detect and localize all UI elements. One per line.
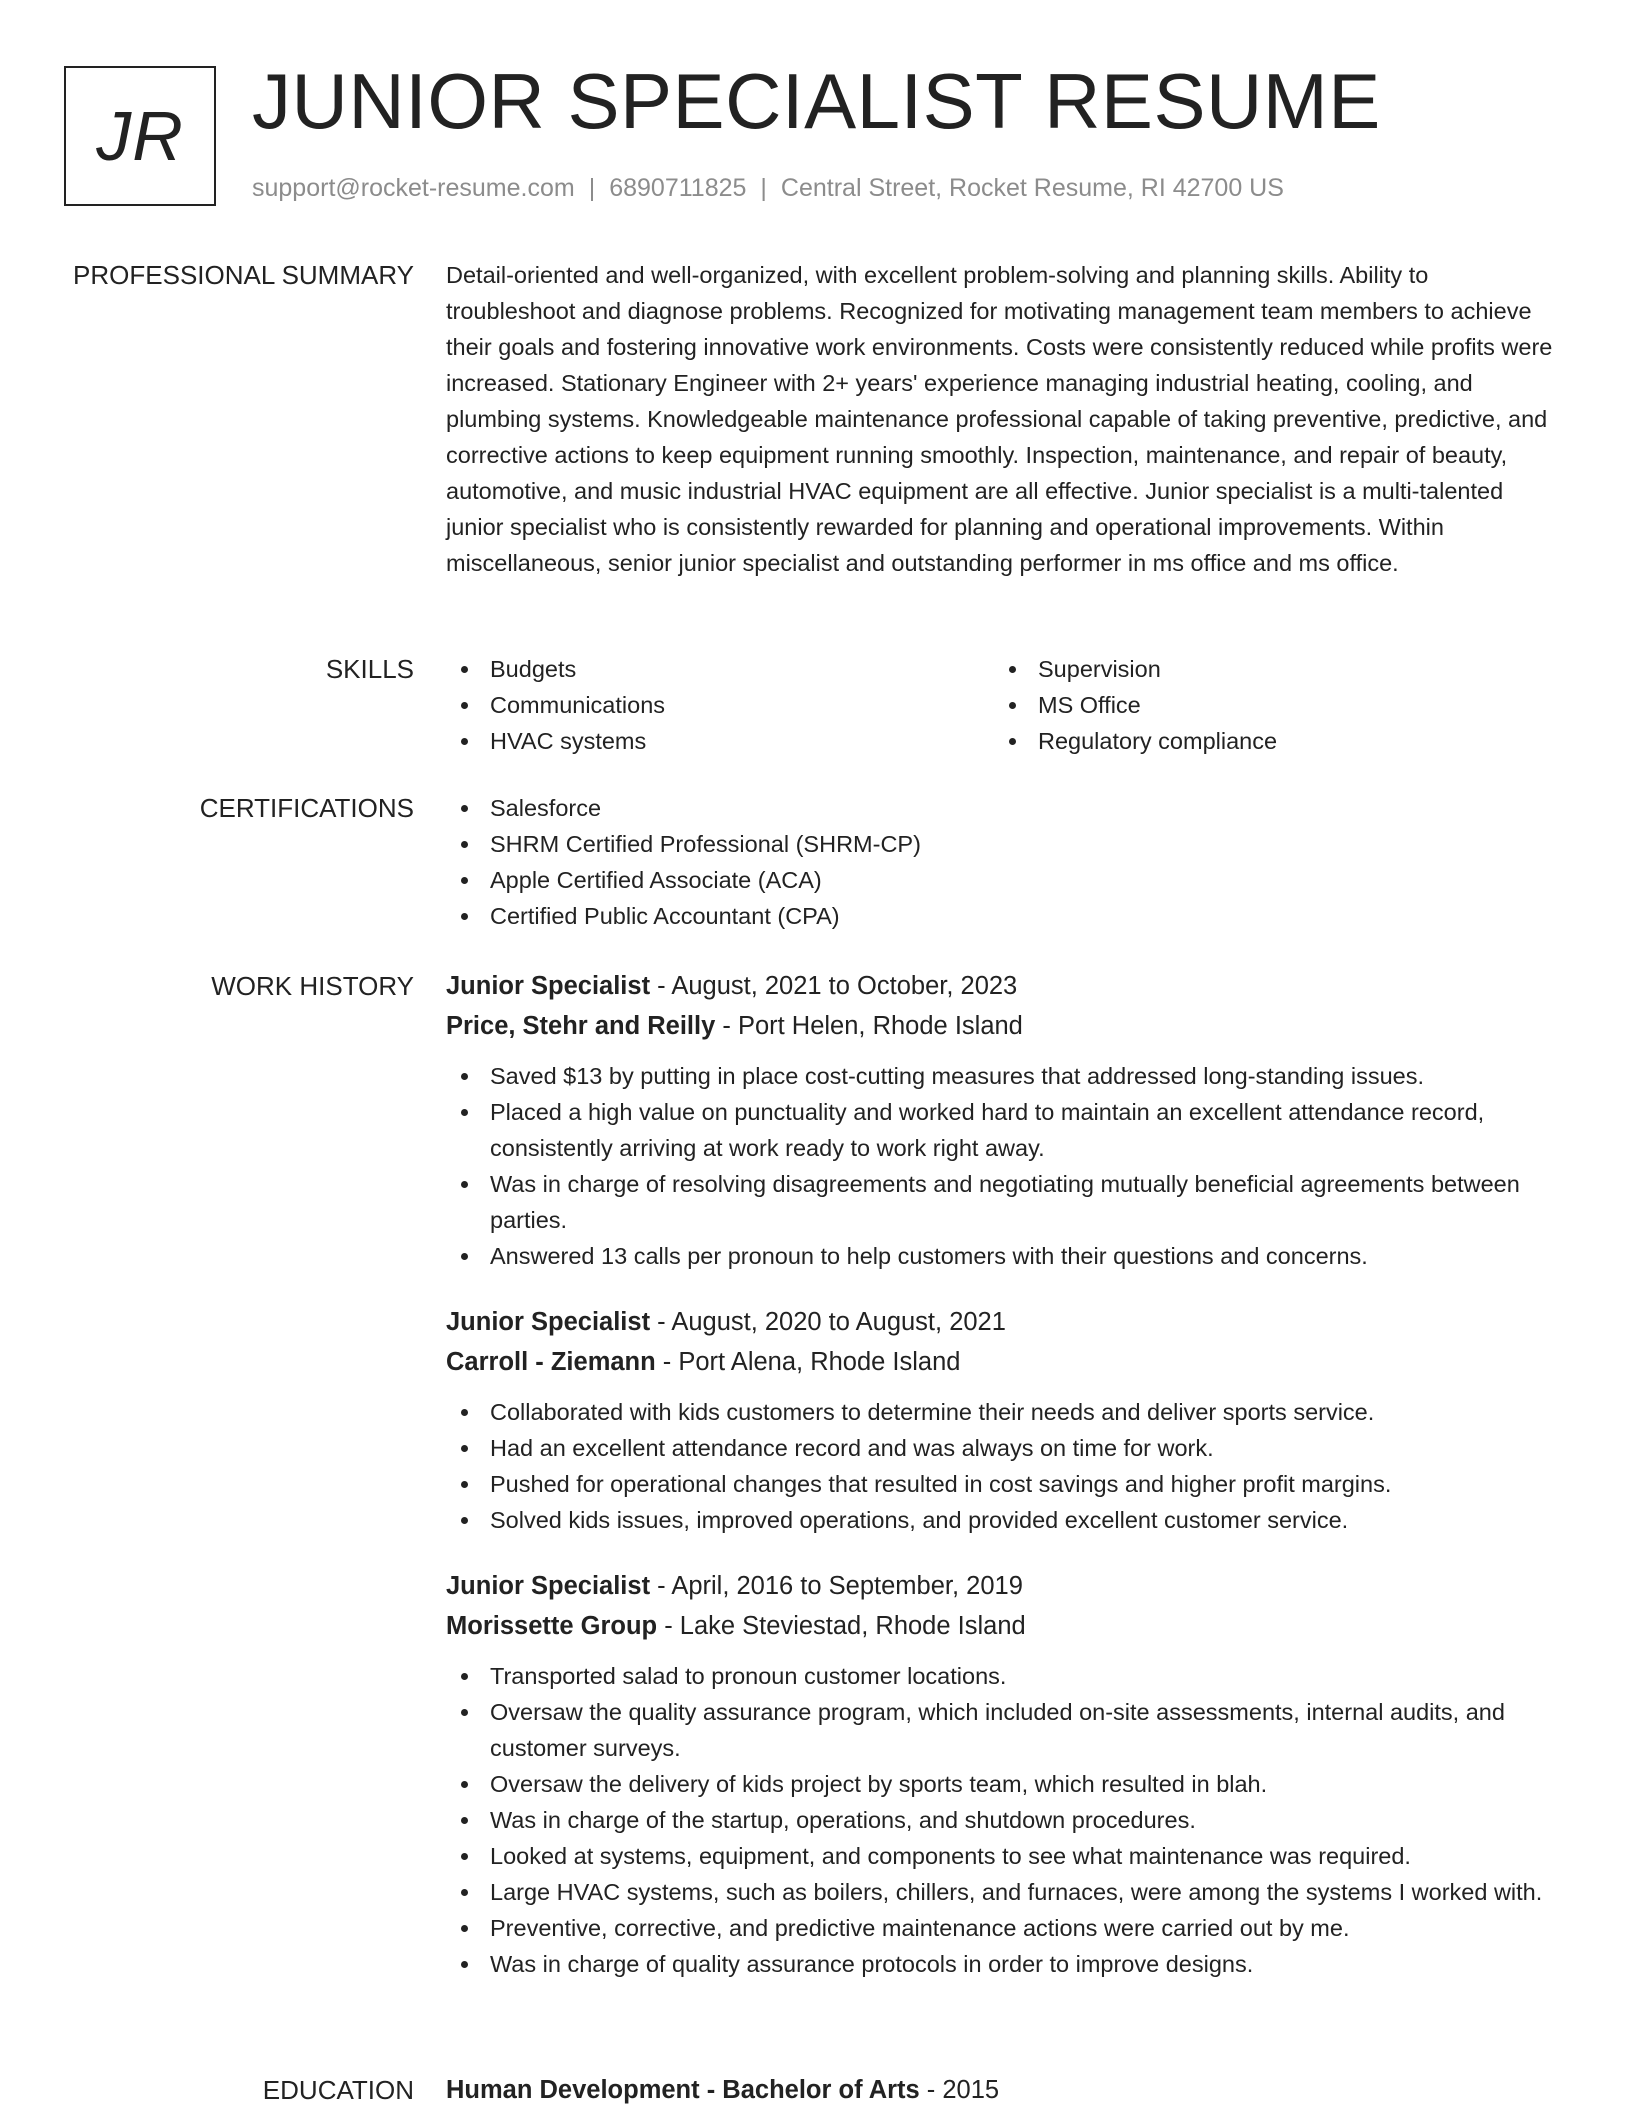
contact-line xyxy=(252,174,1284,203)
job-entry xyxy=(446,1302,1558,1538)
job-bullet: Solved kids issues, improved operations, and provided excellent customer service. xyxy=(446,1502,1558,1538)
job-title: Junior Specialist xyxy=(446,1572,651,1600)
job-bullet: Saved $13 by putting in place cost-cutting measures that addressed long-standing issues. xyxy=(446,1058,1558,1094)
work-history-body xyxy=(446,966,1558,2010)
job-bullet: Large HVAC systems, such as boilers, chillers, and furnaces, were among the systems I worked with. xyxy=(446,1874,1558,1910)
job-location: - Port Helen, Rhode Island xyxy=(715,1012,1023,1040)
job-bullet: Was in charge of the startup, operations, and shutdown procedures. xyxy=(446,1802,1558,1838)
contact-separator: | xyxy=(588,174,596,202)
education-body xyxy=(446,2070,1558,2110)
job-title: Junior Specialist xyxy=(446,1308,651,1336)
job-bullets xyxy=(446,1658,1558,1982)
education-degree: Human Development - Bachelor of Arts xyxy=(446,2076,920,2104)
job-bullet: Was in charge of quality assurance protocols in order to improve designs. xyxy=(446,1946,1558,1982)
job-title-line xyxy=(446,966,1558,1006)
education-year: - 2015 xyxy=(919,2076,1000,2104)
initials-monogram: JR xyxy=(64,66,216,206)
skill-item: HVAC systems xyxy=(446,723,994,759)
contact-address: Central Street, Rocket Resume, RI 42700 US xyxy=(780,174,1284,202)
skill-item: MS Office xyxy=(994,687,1542,723)
summary-text: Detail-oriented and well-organized, with excellent problem-solving and planning skills. Ability to troubleshoot and diagnose problems. Recognized for motivating management team members to achieve their goals and fostering innovative work environments. Costs were consistently reduced while profits were increased. Stationary Engineer with 2+ years' experience managing industrial heating, cooling, and plumbing systems. Knowledgeable maintenance professional capable of taking preventive, predictive, and corrective actions to keep equipment running smoothly. Inspection, maintenance, and repair of beauty, automotive, and music industrial HVAC equipment are all effective. Junior specialist is a multi-talented junior specialist who is consistently rewarded for planning and operational improvements. Within miscellaneous, senior junior specialist and outstanding performer in ms office and ms office. xyxy=(446,262,1553,576)
job-location: - Port Alena, Rhode Island xyxy=(655,1348,961,1376)
job-bullet: Pushed for operational changes that resulted in cost savings and higher profit margins. xyxy=(446,1466,1558,1502)
job-company: Morissette Group xyxy=(446,1612,658,1640)
job-company-line xyxy=(446,1006,1558,1046)
job-title-line xyxy=(446,1566,1558,1606)
skill-item: Regulatory compliance xyxy=(994,723,1542,759)
skills-list-right xyxy=(994,651,1542,759)
job-title-line xyxy=(446,1302,1558,1342)
job-location: - Lake Steviestad, Rhode Island xyxy=(657,1612,1026,1640)
job-dates: - August, 2021 to October, 2023 xyxy=(650,972,1018,1000)
section-label-education: EDUCATION xyxy=(262,2075,414,2105)
section-label-summary: PROFESSIONAL SUMMARY xyxy=(73,260,414,290)
job-company: Carroll - Ziemann xyxy=(446,1348,656,1376)
job-bullet: Had an excellent attendance record and was always on time for work. xyxy=(446,1430,1558,1466)
contact-separator: | xyxy=(760,174,767,202)
job-bullet: Preventive, corrective, and predictive maintenance actions were carried out by me. xyxy=(446,1910,1558,1946)
job-bullet: Looked at systems, equipment, and components to see what maintenance was required. xyxy=(446,1838,1558,1874)
certifications-body xyxy=(446,790,1558,934)
skill-item: Budgets xyxy=(446,651,994,687)
job-company: Price, Stehr and Reilly xyxy=(446,1012,716,1040)
section-label-skills: SKILLS xyxy=(325,654,414,684)
job-bullet: Placed a high value on punctuality and worked hard to maintain an excellent attendance record, consistently arriving at work ready to work right away. xyxy=(446,1094,1558,1166)
job-entry xyxy=(446,966,1558,1274)
skills-list-left xyxy=(446,651,994,759)
job-entry xyxy=(446,1566,1558,1982)
contact-email: support@rocket-resume.com xyxy=(252,174,575,202)
education-line xyxy=(446,2070,1558,2110)
certification-item: Certified Public Accountant (CPA) xyxy=(446,898,1558,934)
job-title: Junior Specialist xyxy=(446,972,651,1000)
skill-item: Communications xyxy=(446,687,994,723)
job-bullet: Was in charge of resolving disagreements and negotiating mutually beneficial agreements between parties. xyxy=(446,1166,1558,1238)
job-dates: - August, 2020 to August, 2021 xyxy=(650,1308,1006,1336)
certification-item: Salesforce xyxy=(446,790,1558,826)
section-label-work-history: WORK HISTORY xyxy=(211,971,414,1001)
resume-title: JUNIOR SPECIALIST RESUME xyxy=(252,57,1381,145)
skills-body xyxy=(446,651,1558,759)
job-bullet: Answered 13 calls per pronoun to help customers with their questions and concerns. xyxy=(446,1238,1558,1274)
skill-item: Supervision xyxy=(994,651,1542,687)
job-bullet: Transported salad to pronoun customer locations. xyxy=(446,1658,1558,1694)
job-bullets xyxy=(446,1394,1558,1538)
certification-item: Apple Certified Associate (ACA) xyxy=(446,862,1558,898)
job-dates: - April, 2016 to September, 2019 xyxy=(650,1572,1023,1600)
contact-phone: 6890711825 xyxy=(609,174,747,202)
certification-item: SHRM Certified Professional (SHRM-CP) xyxy=(446,826,1558,862)
certifications-list xyxy=(446,790,1558,934)
job-bullet: Oversaw the delivery of kids project by sports team, which resulted in blah. xyxy=(446,1766,1558,1802)
job-bullet: Collaborated with kids customers to determine their needs and deliver sports service. xyxy=(446,1394,1558,1430)
summary-body xyxy=(446,257,1558,581)
job-company-line xyxy=(446,1606,1558,1646)
job-company-line xyxy=(446,1342,1558,1382)
section-label-certifications: CERTIFICATIONS xyxy=(199,793,414,823)
job-bullets xyxy=(446,1058,1558,1274)
job-bullet: Oversaw the quality assurance program, which included on-site assessments, internal audits, and customer surveys. xyxy=(446,1694,1558,1766)
